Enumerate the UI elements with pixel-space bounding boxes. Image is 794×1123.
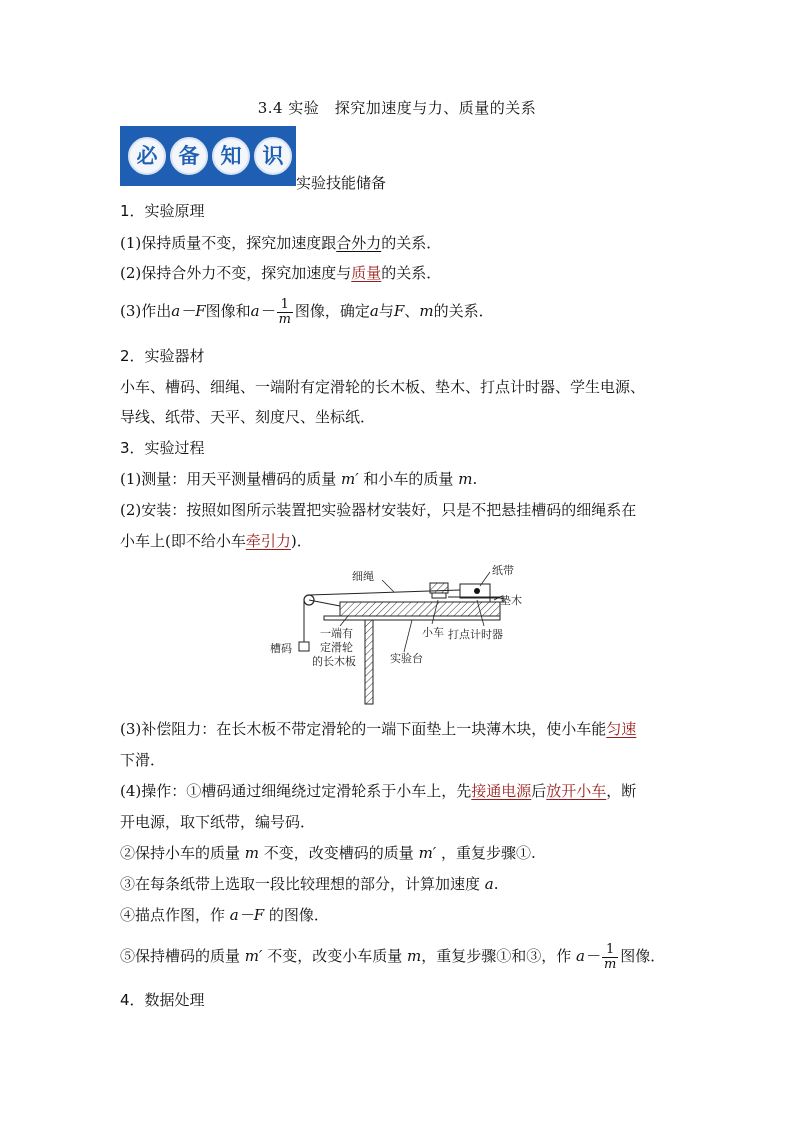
math: a — [369, 302, 379, 320]
label-weight: 槽码 — [270, 642, 292, 655]
label-table: 实验台 — [390, 652, 423, 665]
text: ⑤保持槽码的质量 — [120, 947, 241, 965]
banner-char-1: 必 — [128, 137, 166, 175]
label-board-1: 一端有 — [320, 627, 353, 640]
text: 图像和 — [205, 302, 251, 320]
math: m′ — [413, 844, 441, 862]
section-4-heading: 4．数据处理 — [120, 991, 205, 1009]
table-leg — [365, 620, 373, 704]
answer-blank: 接通电源 — [471, 782, 532, 800]
text: . — [472, 470, 478, 488]
process-line-3 — [120, 531, 312, 551]
text: . — [493, 875, 499, 893]
text: 图像，确定 — [294, 302, 370, 320]
process-line-11 — [120, 940, 665, 972]
math: a－F — [171, 302, 206, 320]
label-timer: 打点计时器 — [448, 628, 503, 641]
banner-char-4: 识 — [254, 137, 292, 175]
text: (1)保持质量不变，探究加速度跟 — [120, 234, 337, 252]
text: ②保持小车的质量 — [120, 844, 241, 862]
text: (2)保持合外力不变，探究加速度与 — [120, 264, 352, 282]
fraction-denominator: m — [603, 956, 617, 972]
label-board-3: 的长木板 — [312, 655, 356, 668]
answer-blank: 放开小车 — [546, 782, 607, 800]
section-2-heading: 2．实验器材 — [120, 347, 205, 365]
text: 的关系． — [381, 234, 442, 252]
text: 不变，改变槽码的质量 — [263, 844, 414, 862]
answer-blank: 牵引力 — [245, 532, 291, 550]
answer-blank: 合外力 — [336, 234, 382, 252]
process-line-8 — [120, 843, 536, 863]
fraction-numerator: 1 — [277, 298, 293, 313]
process-line-4 — [120, 719, 636, 739]
text: ④描点作图，作 — [120, 906, 226, 924]
answer-blank: 匀速 — [606, 720, 637, 738]
math: a－ — [571, 947, 600, 965]
equipment-line-2: 导线、纸带、天平、刻度尺、坐标纸． — [120, 408, 376, 426]
math: F — [393, 302, 405, 320]
process-line-10 — [120, 905, 329, 925]
text: 小车上(即不给小车 — [120, 532, 246, 550]
text: (4)操作：①槽码通过细绳绕过定滑轮系于小车上，先 — [120, 782, 472, 800]
section-1-heading: 1．实验原理 — [120, 202, 205, 220]
banner-char-3: 知 — [212, 137, 250, 175]
long-board — [340, 602, 500, 616]
math: m′ — [240, 947, 268, 965]
page-title: 3.4 实验 探究加速度与力、质量的关系 — [257, 99, 537, 117]
principle-line-3 — [120, 295, 494, 327]
section-3-heading: 3．实验过程 — [120, 439, 205, 457]
label-block: 垫木 — [500, 594, 522, 607]
math: m — [402, 947, 422, 965]
apparatus-diagram — [262, 560, 532, 710]
text: 的关系． — [381, 264, 442, 282]
label-board-2: 定滑轮 — [320, 641, 353, 654]
banner-subtitle: 实验技能储备 — [296, 174, 387, 192]
cart-base — [432, 593, 446, 598]
math: a－F — [225, 906, 269, 924]
math: m′ — [336, 470, 364, 488]
text: 图像． — [620, 947, 666, 965]
fraction-denominator: m — [278, 311, 291, 327]
principle-line-1 — [120, 233, 441, 253]
timer-dot — [474, 588, 480, 594]
text: 不变，改变小车质量 — [267, 947, 403, 965]
fraction-numerator: 1 — [602, 943, 618, 958]
cart — [430, 583, 448, 593]
label-rope: 细绳 — [352, 570, 374, 583]
answer-blank: 质量 — [351, 264, 382, 282]
math: m — [240, 844, 264, 862]
fraction — [277, 298, 293, 327]
label-cart: 小车 — [422, 626, 444, 639]
math: m — [453, 470, 473, 488]
text: (1)测量：用天平测量槽码的质量 — [120, 470, 337, 488]
math: a — [480, 875, 494, 893]
math: m — [419, 302, 434, 320]
text: (3)作出 — [120, 302, 172, 320]
text: 与 — [378, 302, 394, 320]
text: 的图像． — [268, 906, 329, 924]
equipment-line-1: 小车、槽码、细绳、一端附有定滑轮的长木板、垫木、打点计时器、学生电源、 — [120, 378, 646, 396]
process-line-7: 开电源，取下纸带，编号码． — [120, 813, 316, 831]
text: 、 — [404, 302, 420, 320]
text: 后 — [531, 782, 547, 800]
section-banner — [120, 126, 296, 186]
text: ③在每条纸带上选取一段比较理想的部分，计算加速度 — [120, 875, 481, 893]
text: )． — [290, 532, 312, 550]
principle-line-2 — [120, 263, 441, 283]
process-line-9 — [120, 874, 499, 894]
banner-char-2: 备 — [170, 137, 208, 175]
text: 和小车的质量 — [363, 470, 454, 488]
text: ，断 — [606, 782, 637, 800]
text: ，重复步骤①. — [440, 844, 536, 862]
label-tape: 纸带 — [492, 564, 514, 577]
text: (3)补偿阻力：在长木板不带定滑轮的一端下面垫上一块薄木块，使小车能 — [120, 720, 607, 738]
text: 的关系． — [433, 302, 494, 320]
fraction — [602, 943, 618, 972]
hanging-weight — [299, 642, 309, 651]
process-line-5: 下滑． — [120, 751, 166, 769]
process-line-1 — [120, 469, 477, 489]
process-line-6 — [120, 781, 636, 801]
text: ，重复步骤①和③，作 — [421, 947, 572, 965]
process-line-2: (2)安装：按照如图所示装置把实验器材安装好，只是不把悬挂槽码的细绳系在 — [120, 501, 637, 519]
math: a－ — [250, 302, 275, 320]
table-top — [324, 616, 500, 620]
